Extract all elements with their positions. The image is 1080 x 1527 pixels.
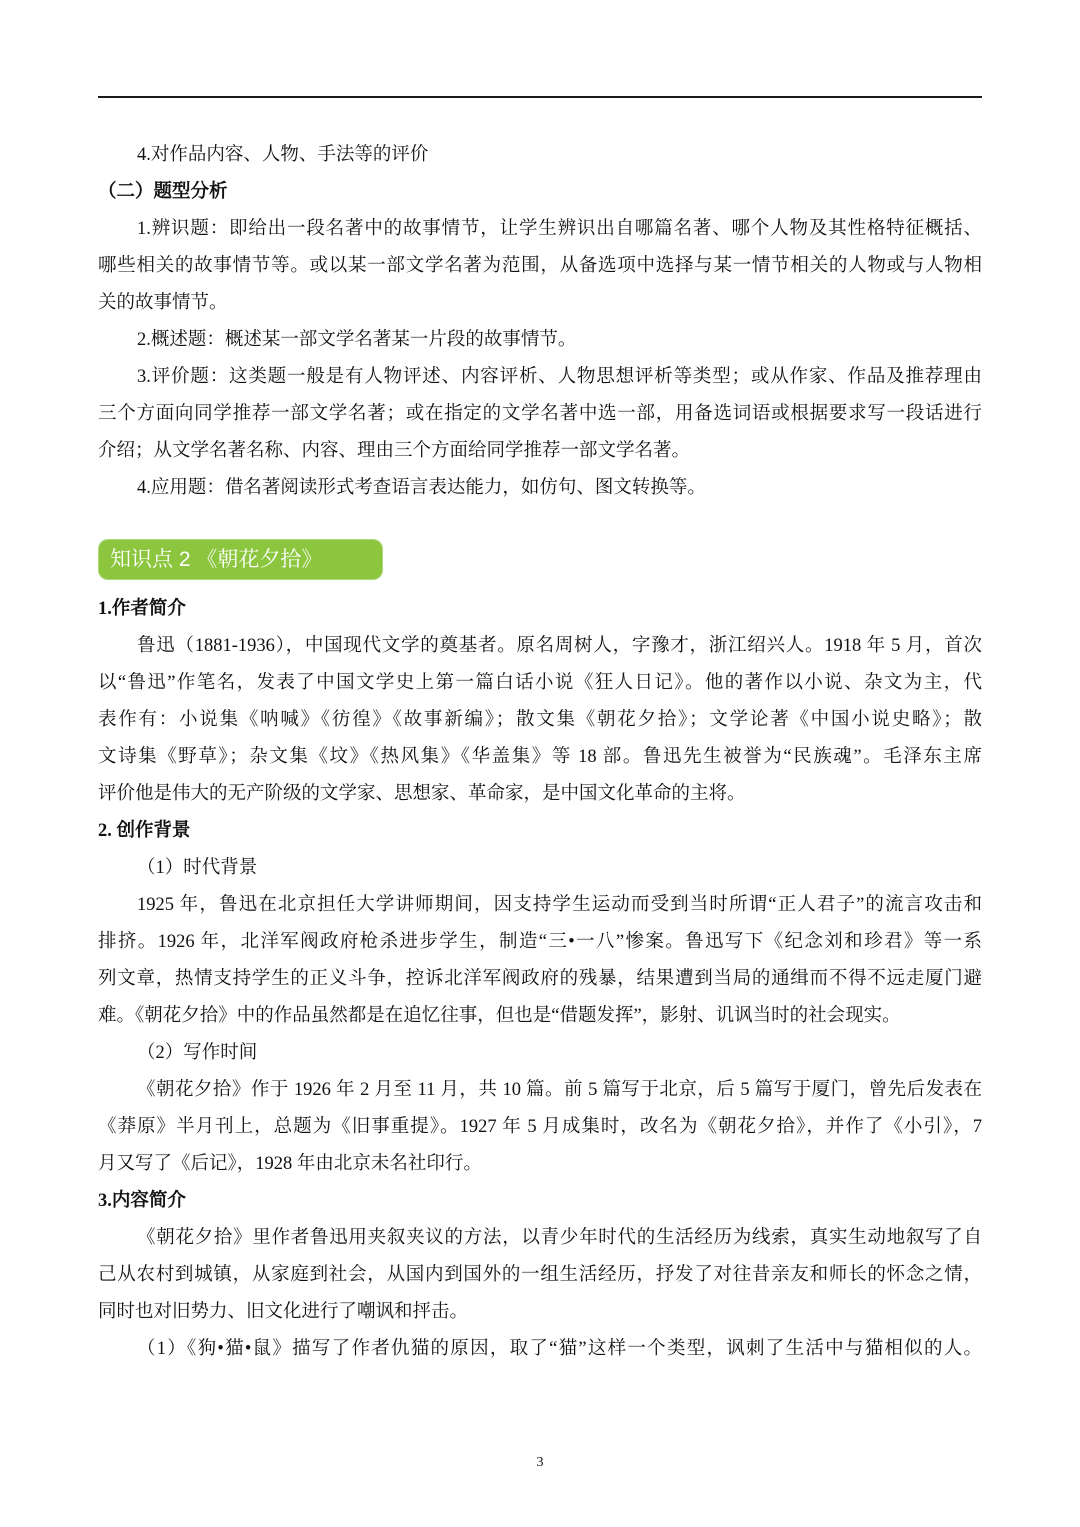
question-types-section [98, 137, 982, 507]
paragraph-line: 己从农村到城镇，从家庭到社会，从国内到国外的一组生活经历，抒发了对往昔亲友和师长的怀念之情， [98, 1264, 982, 1285]
paragraph-line: 鲁迅（1881-1936），中国现代文学的奠基者。原名周树人，字豫才，浙江绍兴人。1918 年 5 月，首次 [137, 635, 982, 656]
paragraph-line: 《莽原》半月刊上，总题为《旧事重提》。1927 年 5 月成集时，改名为《朝花夕拾》，并作了《小引》，7 [98, 1116, 982, 1137]
paragraph-line: 月又写了《后记》，1928 年由北京未名社印行。 [98, 1153, 482, 1174]
paragraph-line: 3.评价题：这类题一般是有人物评述、内容评析、人物思想评析等类型；或从作家、作品及推荐理由 [137, 366, 982, 387]
paragraph-line: 以“鲁迅”作笔名，发表了中国文学史上第一篇白话小说《狂人日记》。他的著作以小说、杂文为主，代 [98, 672, 982, 693]
work-description-line: （1）《狗•猫•鼠》描写了作者仇猫的原因，取了“猫”这样一个类型，讽刺了生活中与猫相似的人。 [137, 1338, 982, 1359]
paragraph-line: 《朝花夕拾》作于 1926 年 2 月至 11 月，共 10 篇。前 5 篇写于北京，后 5 篇写于厦门，曾先后发表在 [137, 1079, 982, 1100]
question-type-item [98, 359, 982, 470]
section-heading: （二）题型分析 [98, 181, 228, 202]
paragraph-line: 排挤。1926 年，北洋军阀政府枪杀进步学生，制造“三•一八”惨案。鲁迅写下《纪念刘和珍君》等一系 [98, 931, 982, 952]
criteria-item: 4.对作品内容、人物、手法等的评价 [137, 144, 429, 165]
question-type-item [98, 470, 982, 507]
paragraph-line: 4.应用题：借名著阅读形式考查语言表达能力，如仿句、图文转换等。 [137, 477, 706, 498]
header-rule [98, 96, 982, 98]
question-type-item [98, 322, 982, 359]
knowledge-point-content [98, 591, 982, 1368]
question-type-item [98, 211, 982, 322]
era-paragraph [98, 887, 982, 1035]
paragraph-line: 文诗集《野草》；杂文集《坟》《热风集》《华盖集》等 18 部。鲁迅先生被誉为“民族魂”。毛泽东主席 [98, 746, 982, 767]
paragraph-line: 1925 年，鲁迅在北京担任大学讲师期间，因支持学生运动而受到当时所谓“正人君子”的流言攻击和 [137, 894, 982, 915]
page-number: 3 [536, 1455, 544, 1470]
paragraph-line: 2.概述题：概述某一部文学名著某一片段的故事情节。 [137, 329, 577, 350]
paragraph-line: 1.辨识题：即给出一段名著中的故事情节，让学生辨识出自哪篇名著、哪个人物及其性格特征概括、 [137, 218, 982, 239]
writing-time-paragraph [98, 1072, 982, 1183]
author-heading: 1.作者简介 [98, 598, 186, 619]
paragraph-line: 介绍；从文学名著名称、内容、理由三个方面给同学推荐一部文学名著。 [98, 440, 691, 461]
paragraph-line: 列文章，热情支持学生的正义斗争，控诉北洋军阀政府的残暴，结果遭到当局的通缉而不得不远走厦门避 [98, 968, 982, 989]
paragraph-line: 关的故事情节。 [98, 292, 228, 313]
paragraph-line: 《朝花夕拾》里作者鲁迅用夹叙夹议的方法，以青少年时代的生活经历为线索，真实生动地叙写了自 [137, 1227, 982, 1248]
paragraph-line: 表作有：小说集《呐喊》《彷徨》《故事新编》；散文集《朝花夕拾》；文学论著《中国小说史略》；散 [98, 709, 982, 730]
writing-time-subheading: （2）写作时间 [137, 1042, 258, 1063]
era-subheading: （1）时代背景 [137, 857, 258, 878]
summary-paragraph [98, 1220, 982, 1331]
paragraph-line: 评价他是伟大的无产阶级的文学家、思想家、革命家，是中国文化革命的主将。 [98, 783, 746, 804]
knowledge-point-banner [98, 539, 383, 580]
paragraph-line: 难。《朝花夕拾》中的作品虽然都是在追忆往事，但也是“借题发挥”，影射、讥讽当时的社会现实。 [98, 1005, 901, 1026]
author-paragraph [98, 628, 982, 813]
summary-heading: 3.内容简介 [98, 1190, 186, 1211]
paragraph-line: 哪些相关的故事情节等。或以某一部文学名著为范围，从备选项中选择与某一情节相关的人物或与人物相 [98, 255, 982, 276]
knowledge-point-label: 知识点 2 《朝花夕拾》 [110, 548, 323, 571]
background-heading: 2. 创作背景 [98, 820, 191, 841]
paragraph-line: 同时也对旧势力、旧文化进行了嘲讽和抨击。 [98, 1301, 469, 1322]
paragraph-line: 三个方面向同学推荐一部文学名著；或在指定的文学名著中选一部，用备选词语或根据要求写一段话进行 [98, 403, 982, 424]
